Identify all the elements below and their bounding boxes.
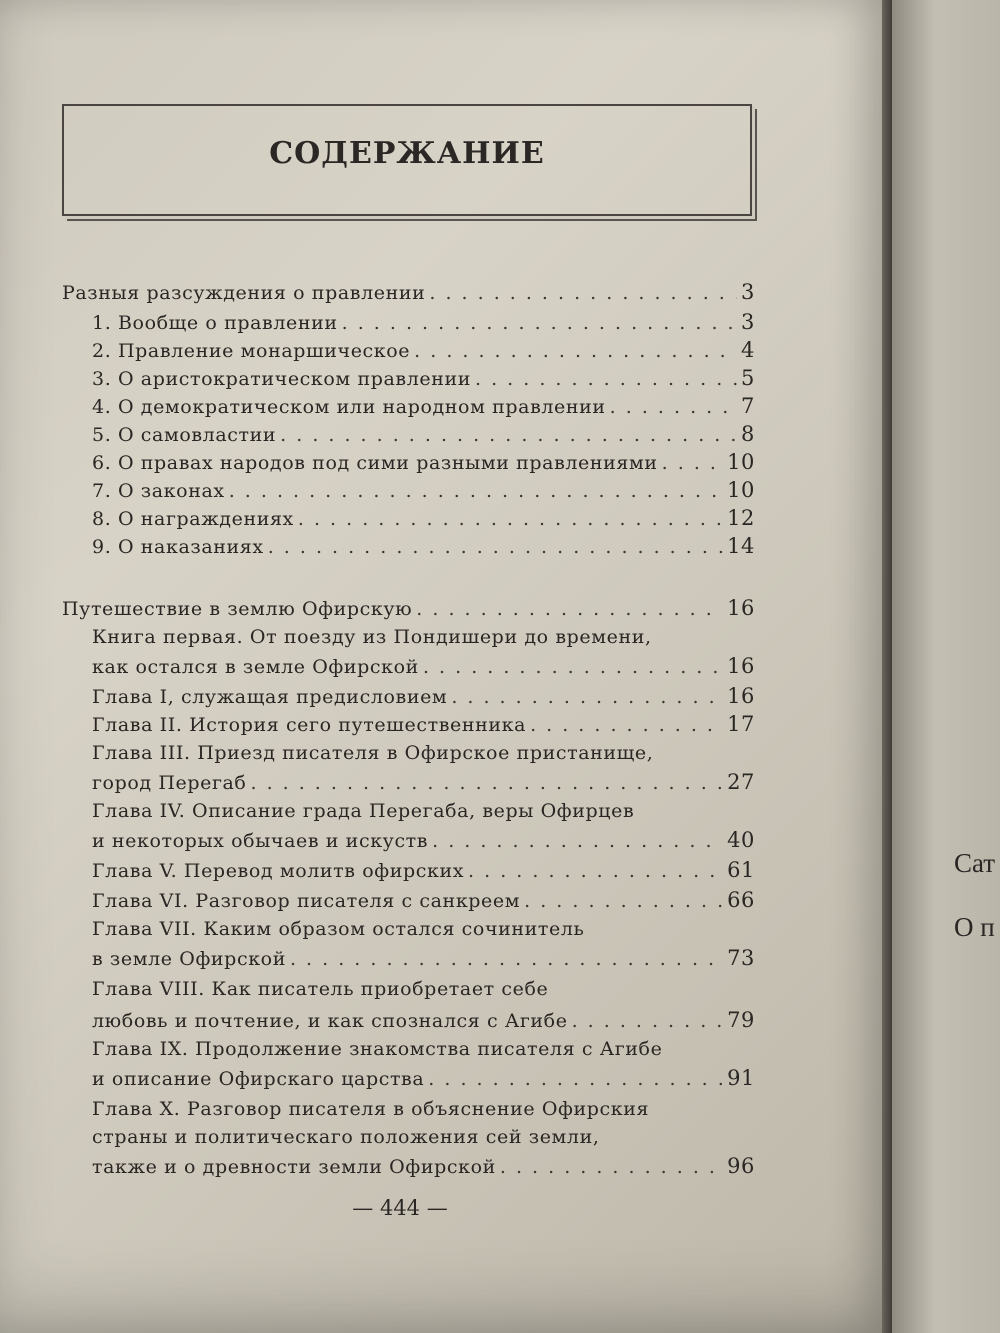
toc-entry (92, 310, 755, 334)
toc-entry (92, 858, 755, 882)
toc-entry-label: Разныя разсуждения о правлении (62, 282, 426, 304)
toc-entry-label: как остался в земле Офирской (92, 656, 419, 678)
toc-entry-page: 91 (727, 1066, 755, 1090)
toc-entry (92, 946, 755, 970)
toc-entry-label: Глава IX. Продолжение знакомства писателя с Агибе (92, 1038, 663, 1060)
toc-entry-page: 10 (727, 478, 755, 502)
toc-entry (92, 1066, 755, 1090)
adjacent-page (892, 0, 1000, 1333)
toc-entry-label: любовь и почтение, и как спознался с Агибе (92, 1010, 568, 1032)
toc-entry-label: 5. О самовластии (92, 424, 277, 446)
toc-entry-label: Глава I, служащая предисловием (92, 686, 448, 708)
leader-dots (429, 282, 737, 304)
toc-entry-page: 16 (727, 596, 755, 620)
toc-entry-page: 16 (727, 654, 755, 678)
toc-entry-label: 9. О наказаниях (92, 536, 264, 558)
toc-entry-page: 96 (727, 1154, 755, 1178)
toc-entry-label: Глава IV. Описание града Перегаба, веры Офирцев (92, 800, 635, 822)
toc-entry-label: страны и политическаго положения сей земли, (92, 1126, 600, 1148)
toc-entry-label: 4. О демократическом или народном правлении (92, 396, 606, 418)
toc-entry-label: Книга первая. От поезду из Пондишери до времени, (92, 626, 652, 648)
toc-entry-label: 2. Правление монаршическое (92, 340, 411, 362)
toc-entry-label: 6. О правах народов под сими разными правлениями (92, 452, 658, 474)
toc-entry (92, 1008, 755, 1032)
toc-entry-label: 3. О аристократическом правлении (92, 368, 472, 390)
toc-entry-label: Глава V. Перевод молитв офирских (92, 860, 465, 882)
toc-entry (92, 338, 755, 362)
toc-entry (92, 506, 755, 530)
toc-entry-page: 79 (727, 1008, 755, 1032)
leader-dots (530, 714, 723, 736)
toc-entry-page: 10 (727, 450, 755, 474)
toc-entry (92, 828, 755, 852)
adjacent-page-text: Сат (954, 848, 996, 878)
leader-dots (268, 536, 723, 558)
toc-entry (92, 770, 755, 794)
leader-dots (280, 424, 737, 446)
toc-entry-label: Глава II. История сего путешественника (92, 714, 527, 736)
toc-entry-label: 1. Вообще о правлении (92, 312, 338, 334)
page-number: — 444 — (352, 1196, 448, 1220)
toc-entry-page: 7 (741, 394, 755, 418)
toc-entry-page: 5 (741, 366, 755, 390)
toc-entry (92, 422, 755, 446)
toc-entry-label: также и о древности земли Офирской (92, 1156, 496, 1178)
toc-entry-page: 14 (727, 534, 755, 558)
adjacent-page-text: О п (954, 912, 995, 942)
leader-dots (475, 368, 737, 390)
toc-entry (92, 450, 755, 474)
toc-entry-page: 16 (727, 684, 755, 708)
toc-entry (92, 478, 755, 502)
leader-dots (250, 772, 723, 794)
toc-entry-label: Глава III. Приезд писателя в Офирское пристанище, (92, 742, 654, 764)
leader-dots (298, 508, 723, 530)
toc-entry-label: город Перегаб (92, 772, 247, 794)
leader-dots (229, 480, 723, 502)
toc-entry-section2 (62, 596, 755, 620)
toc-entry-page: 4 (741, 338, 755, 362)
leader-dots (500, 1156, 723, 1178)
toc-entry-label: 8. О награждениях (92, 508, 294, 530)
toc-entry (92, 654, 755, 678)
toc-entry-section1 (62, 280, 755, 304)
leader-dots (451, 686, 723, 708)
toc-entry-label: 7. О законах (92, 480, 225, 502)
toc-entry-label: Глава X. Разговор писателя в объяснение Офирския (92, 1098, 650, 1120)
toc-entry-page: 17 (727, 712, 755, 736)
toc-entry (92, 1154, 755, 1178)
toc-entry-label: и некоторых обычаев и искуств (92, 830, 429, 852)
toc-entry-page: 27 (727, 770, 755, 794)
toc-entry (92, 712, 755, 736)
heading-frame (62, 104, 752, 216)
toc-entry-page: 12 (727, 506, 755, 530)
toc-entry-label: в земле Офирской (92, 948, 286, 970)
toc-entry-page: 3 (741, 310, 755, 334)
toc-entry-label: Глава VIII. Как писатель приобретает себе (92, 978, 549, 1000)
leader-dots (428, 1068, 723, 1090)
toc-entry-page: 61 (727, 858, 755, 882)
toc-entry-page: 8 (741, 422, 755, 446)
leader-dots (423, 656, 723, 678)
leader-dots (290, 948, 723, 970)
leader-dots (342, 312, 737, 334)
page-title: СОДЕРЖАНИЕ (269, 136, 545, 171)
toc-entry (92, 684, 755, 708)
toc-entry-label: Путешествие в землю Офирскую (62, 598, 413, 620)
leader-dots (572, 1010, 724, 1032)
leader-dots (662, 452, 723, 474)
toc-entry (92, 394, 755, 418)
toc-entry-label: Глава VII. Каким образом остался сочинитель (92, 918, 585, 940)
toc-entry (92, 534, 755, 558)
toc-entry-page: 73 (727, 946, 755, 970)
leader-dots (524, 890, 723, 912)
leader-dots (610, 396, 737, 418)
toc-entry-label: Глава VI. Разговор писателя с санкреем (92, 890, 521, 912)
toc-entry-page: 66 (727, 888, 755, 912)
toc-entry-page: 40 (727, 828, 755, 852)
toc-entry-page: 3 (741, 280, 755, 304)
toc-entry (92, 888, 755, 912)
toc-entry-label: и описание Офирскаго царства (92, 1068, 425, 1090)
leader-dots (432, 830, 723, 852)
leader-dots (414, 340, 737, 362)
leader-dots (416, 598, 723, 620)
leader-dots (468, 860, 723, 882)
toc-entry (92, 366, 755, 390)
